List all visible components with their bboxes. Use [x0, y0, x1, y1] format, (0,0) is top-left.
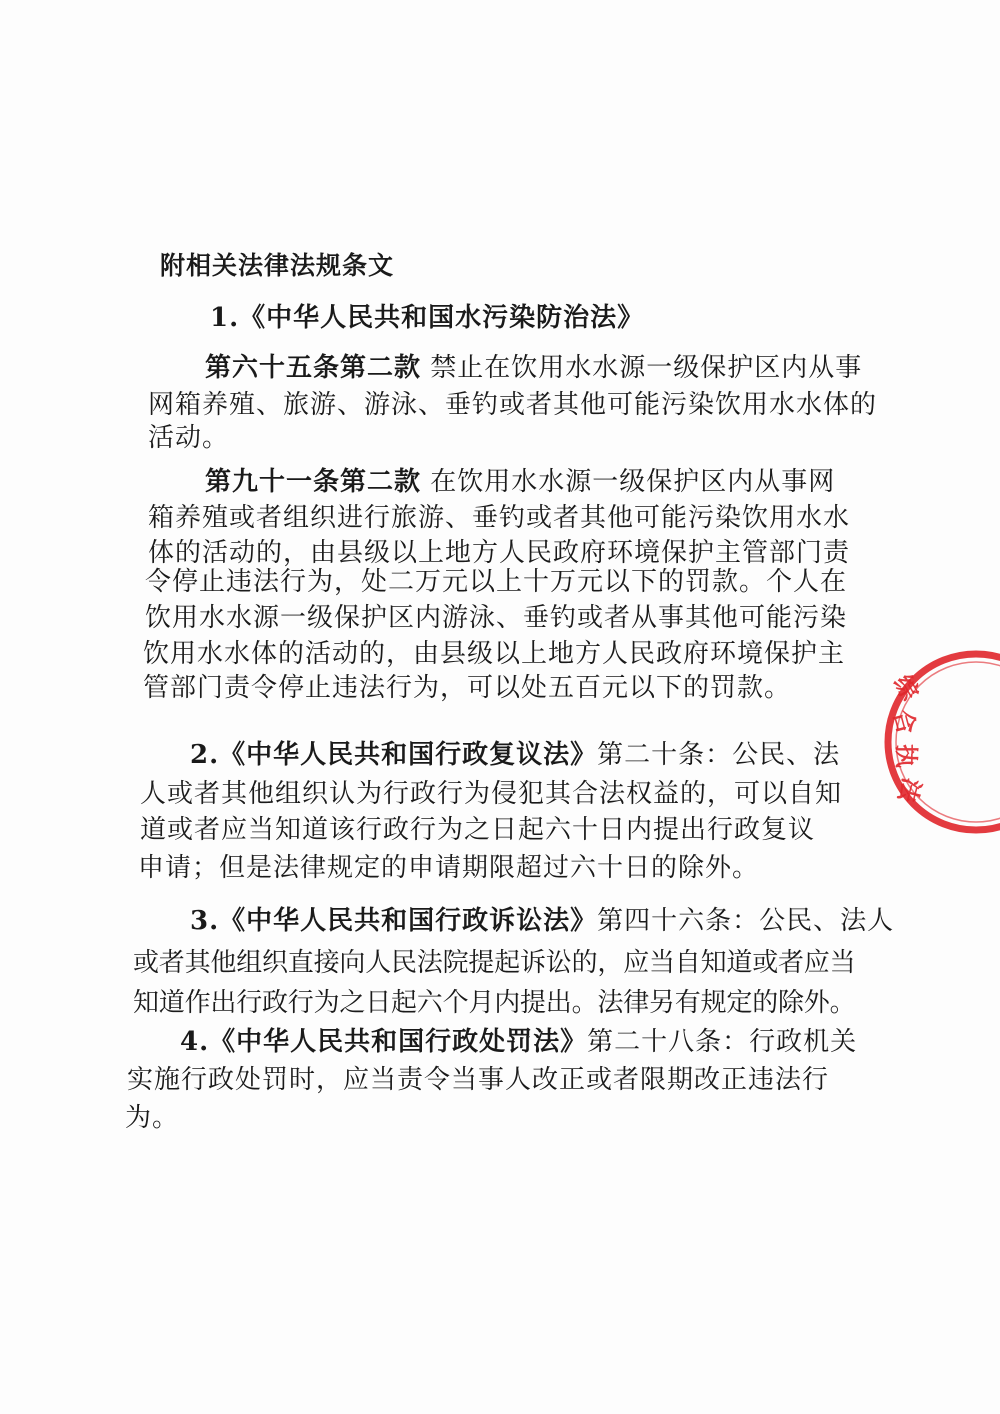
article-91-text: 在饮用水水源一级保护区内从事网	[430, 467, 836, 497]
law-4-title: 4.《中华人民共和国行政处罚法》	[180, 1027, 588, 1057]
law-3-line-1	[190, 903, 894, 939]
article-91-line-3: 体的活动的，由县级以上地方人民政府环境保护主管部门责	[148, 538, 851, 568]
law-4-line-2: 实施行政处罚时，应当责令当事人改正或者限期改正违法行	[127, 1065, 830, 1095]
law-3-article: 第四十六条：公民、法人	[597, 906, 895, 936]
law-4-line-3: 为。	[125, 1103, 180, 1133]
article-65-text: 禁止在饮用水水源一级保护区内从事	[430, 353, 863, 383]
law-2-article: 第二十条：公民、法	[597, 740, 841, 770]
svg-text:合: 合	[887, 706, 921, 738]
article-65-label: 第六十五条第二款	[205, 353, 422, 383]
svg-text:法: 法	[892, 774, 926, 806]
law-2-title: 2.《中华人民共和国行政复议法》	[190, 740, 598, 770]
article-91-label: 第九十一条第二款	[205, 467, 422, 497]
article-65-line-1	[205, 350, 862, 386]
svg-text:综: 综	[887, 670, 925, 706]
article-91-line-1	[205, 464, 835, 500]
document-heading: 附相关法律法规条文	[160, 251, 395, 280]
article-91-line-7: 管部门责令停止违法行为，可以处五百元以下的罚款。	[143, 673, 792, 703]
law-2-line-3: 道或者应当知道该行政行为之日起六十日内提出行政复议	[140, 815, 816, 845]
law-3-line-3: 知道作出行政行为之日起六个月内提出。法律另有规定的除外。	[133, 988, 856, 1018]
law-2-line-4: 申请；但是法律规定的申请期限超过六十日的除外。	[138, 853, 760, 883]
law-2-line-2: 人或者其他组织认为行政行为侵犯其合法权益的，可以自知	[140, 779, 843, 809]
law-3-title: 3.《中华人民共和国行政诉讼法》	[190, 906, 598, 936]
article-65-line-3: 活动。	[148, 423, 230, 453]
article-65-line-2: 网箱养殖、旅游、游泳、垂钓或者其他可能污染饮用水水体的	[148, 390, 878, 420]
law-4-article: 第二十八条：行政机关	[587, 1027, 858, 1057]
article-91-line-5: 饮用水水源一级保护区内游泳、垂钓或者从事其他可能污染	[145, 603, 848, 633]
svg-text:执: 执	[892, 744, 920, 768]
article-91-line-2: 箱养殖或者组织进行旅游、垂钓或者其他可能污染饮用水水	[148, 503, 851, 533]
article-91-line-4: 令停止违法行为，处二万元以上十万元以下的罚款。个人在	[145, 567, 848, 597]
law-2-line-1	[190, 737, 840, 773]
official-seal	[868, 650, 1000, 840]
law-3-line-2: 或者其他组织直接向人民法院提起诉讼的，应当自知道或者应当	[133, 948, 856, 978]
article-91-line-6: 饮用水水体的活动的，由县级以上地方人民政府环境保护主	[143, 639, 846, 669]
law-4-line-1	[180, 1024, 857, 1060]
law-1-title: 1.《中华人民共和国水污染防治法》	[210, 303, 645, 333]
